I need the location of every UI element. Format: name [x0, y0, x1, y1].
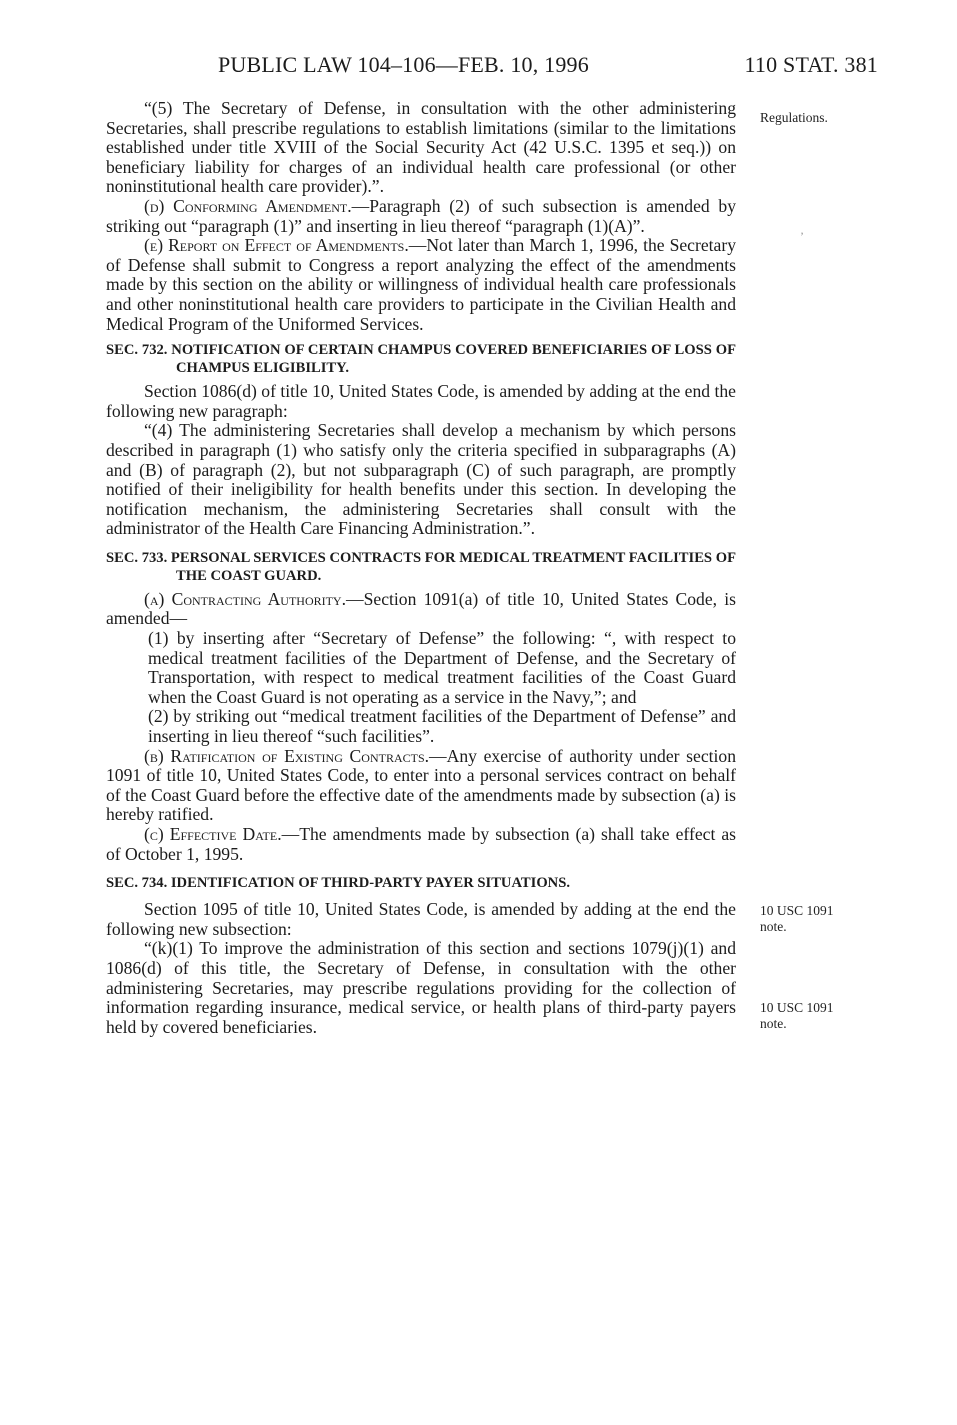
- running-header: [218, 52, 878, 82]
- margin-note-regulations: Regulations.: [760, 110, 828, 125]
- subsection-a-text: —Section 1091(a) of title 10, United States Code, is amended—: [106, 588, 736, 629]
- section-732-intro: Section 1086(d) of title 10, United States Code, is amended by adding at the end the following new paragraph:: [106, 381, 736, 421]
- subsection-a: [106, 590, 736, 629]
- subsection-b-heading: (b) Ratification of Existing Contracts.: [144, 745, 430, 766]
- section-734-heading: SEC. 734. IDENTIFICATION OF THIRD-PARTY PAYER SITUATIONS.: [106, 875, 570, 892]
- header-public-law: PUBLIC LAW 104–106—FEB. 10, 1996: [218, 52, 589, 77]
- document-body: [106, 99, 736, 1037]
- margin-note-usc-1: 10 USC 1091 note.: [760, 903, 834, 934]
- subsection-e-heading: (e) Report on Effect of Amendments.: [144, 235, 409, 256]
- subsection-d-text: —Paragraph (2) of such subsection is amended by striking out “paragraph (1)” and inserting in lieu thereof “paragraph (1)(A)”.: [106, 195, 736, 236]
- section-732-paragraph-4: “(4) The administering Secretaries shall develop a mechanism by which persons described in paragraph (1) who satisfy only the criteria specified in subparagraphs (A) and (B) of paragraph (2), but not subparagraph (C) of such paragraph, are promptly notified of their ineligibility for health benefits under this section. In developing the notification mechanism, the administering Secretaries shall consult with the administrator of the Health Care Financing Administration.”.: [106, 420, 736, 539]
- subsection-a-heading: (a) Contracting Authority.: [144, 588, 346, 609]
- subsection-e: [106, 236, 736, 334]
- subsection-b-text: —Any exercise of authority under section 1091 of title 10, United States Code, to enter into a personal services contract on behalf of the Coast Guard before the effective date of the amendments made by subsection (a) is hereby ratified.: [106, 745, 736, 825]
- subsection-e-text: —Not later than March 1, 1996, the Secretary of Defense shall submit to Congress a report analyzing the effect of the amendments made by this section on the ability or willingness of individual health care professionals and other noninstitutional health care providers to participate in the Civilian Health and Medical Program of the Uniformed Services.: [106, 235, 737, 334]
- section-733-heading: SEC. 733. PERSONAL SERVICES CONTRACTS FOR MEDICAL TREATMENT FACILITIES OF THE COAST GUARD.: [106, 549, 736, 584]
- subsection-a-item-1: (1) by inserting after “Secretary of Defense” the following: “, with respect to medical treatment facilities of the Department of Defense, and the Secretary of Transportation, with respect to medical treatment facilities of the Coast Guard when the Coast Guard is not operating as a service in the Navy,”; and: [148, 628, 736, 707]
- section-734-intro: Section 1095 of title 10, United States Code, is amended by adding at the end the following new subsection:: [106, 899, 736, 939]
- subsection-a-item-2: (2) by striking out “medical treatment facilities of the Department of Defense” and inserting in lieu thereof “such facilities”.: [148, 706, 736, 747]
- subsection-d-heading: (d) Conforming Amendment.: [144, 195, 352, 216]
- subsection-c-text: —The amendments made by subsection (a) shall take effect as of October 1, 1995.: [106, 824, 736, 864]
- section-732-heading: SEC. 732. NOTIFICATION OF CERTAIN CHAMPUS COVERED BENEFICIARIES OF LOSS OF CHAMPUS ELIGIBILITY.: [106, 342, 736, 377]
- paragraph-5-regulations: “(5) The Secretary of Defense, in consultation with the other administering Secretaries, shall prescribe regulations to establish limitations (similar to the limitations established under title XVIII of the Social Security Act (42 U.S.C. 1395 et seq.)) on beneficiary liability for charges of an individual health care professional (or other noninstitutional health care provider).”.: [106, 98, 736, 197]
- header-stat-page: 110 STAT. 381: [744, 52, 878, 77]
- subsection-b: [106, 747, 736, 825]
- subsection-c: [106, 825, 736, 864]
- subsection-d: [106, 197, 736, 236]
- margin-note-usc-2: 10 USC 1091 note.: [760, 1000, 834, 1031]
- stray-mark: ’: [800, 229, 804, 243]
- subsection-c-heading: (c) Effective Date.: [144, 824, 282, 844]
- section-734-subsection-k: “(k)(1) To improve the administration of this section and sections 1079(j)(1) and 1086(d) of this title, the Secretary of Defense, in consultation with the other administering Secretaries, may prescribe regulations providing for the collection of information regarding insurance, medical service, or health plans of third-party payers held by covered beneficiaries.: [106, 938, 736, 1037]
